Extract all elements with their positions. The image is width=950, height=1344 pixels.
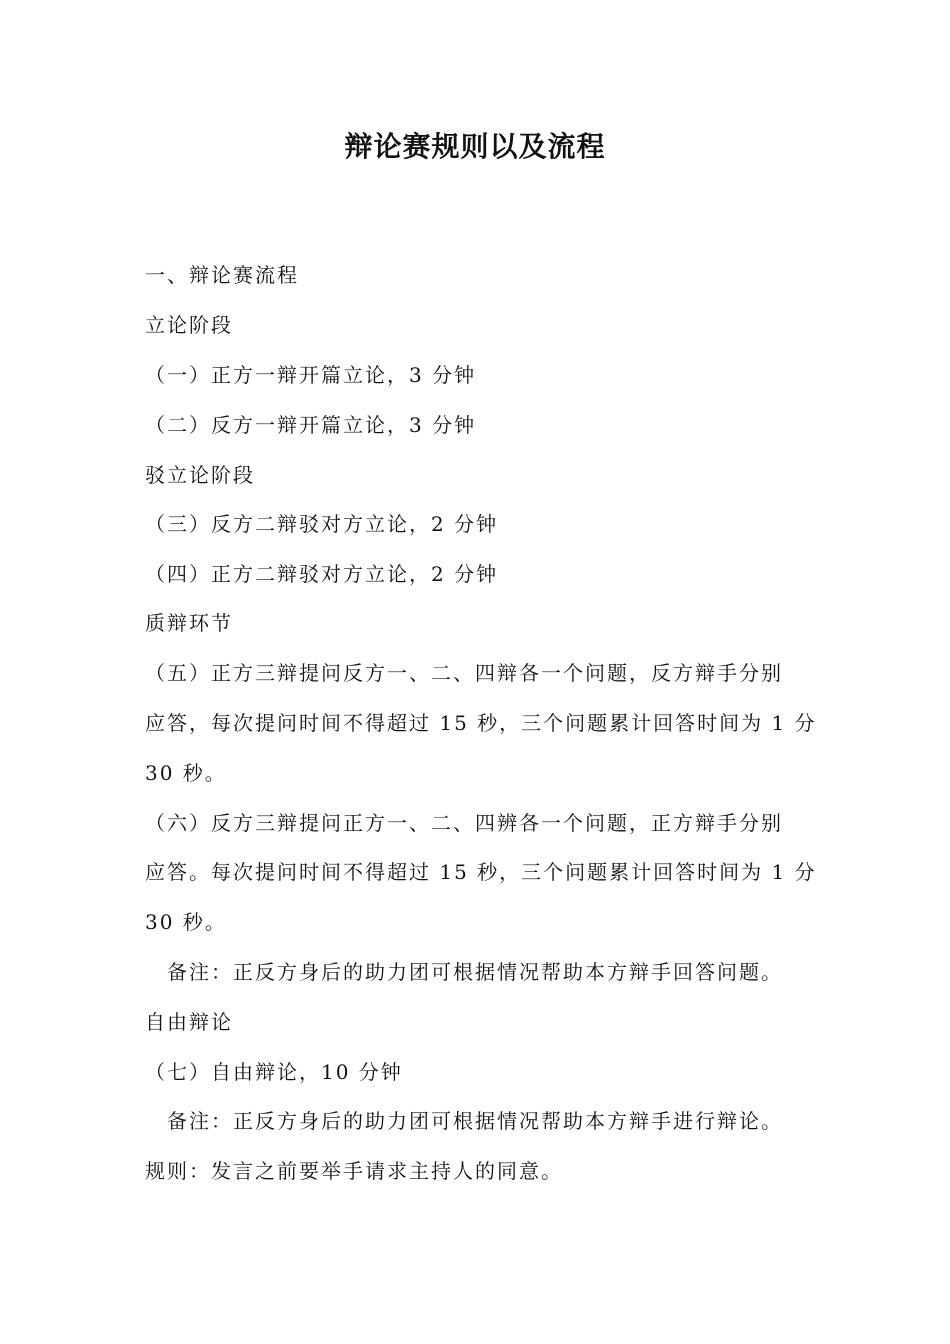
note: 备注：正反方身后的助力团可根据情况帮助本方辩手回答问题。: [167, 960, 783, 984]
flow-item: （六）反方三辩提问正方一、二、四辨各一个问题，正方辩手分别: [145, 811, 783, 835]
flow-item: （二）反方一辩开篇立论，3 分钟: [145, 413, 477, 437]
flow-item-continued: 30 秒。: [145, 761, 227, 785]
section-heading: 一、辩论赛流程: [145, 263, 299, 287]
flow-item: （七）自由辩论，10 分钟: [145, 1060, 403, 1084]
flow-item-continued: 应答，每次提问时间不得超过 15 秒，三个问题累计回答时间为 1 分: [145, 711, 817, 735]
stage-heading: 驳立论阶段: [145, 463, 255, 487]
stage-heading: 立论阶段: [145, 313, 233, 337]
flow-item-continued: 应答。每次提问时间不得超过 15 秒，三个问题累计回答时间为 1 分: [145, 860, 817, 884]
rule: 规则：发言之前要举手请求主持人的同意。: [145, 1159, 563, 1183]
document-title: 辩论赛规则以及流程: [344, 130, 606, 163]
stage-heading: 自由辩论: [145, 1010, 233, 1034]
note: 备注：正反方身后的助力团可根据情况帮助本方辩手进行辩论。: [167, 1109, 783, 1133]
flow-item-continued: 30 秒。: [145, 910, 227, 934]
stage-heading: 质辩环节: [145, 611, 233, 635]
flow-item: （三）反方二辩驳对方立论，2 分钟: [145, 512, 499, 536]
flow-item: （一）正方一辩开篇立论，3 分钟: [145, 363, 477, 387]
flow-item: （五）正方三辩提问反方一、二、四辩各一个问题，反方辩手分别: [145, 661, 783, 685]
flow-item: （四）正方二辩驳对方立论，2 分钟: [145, 562, 499, 586]
